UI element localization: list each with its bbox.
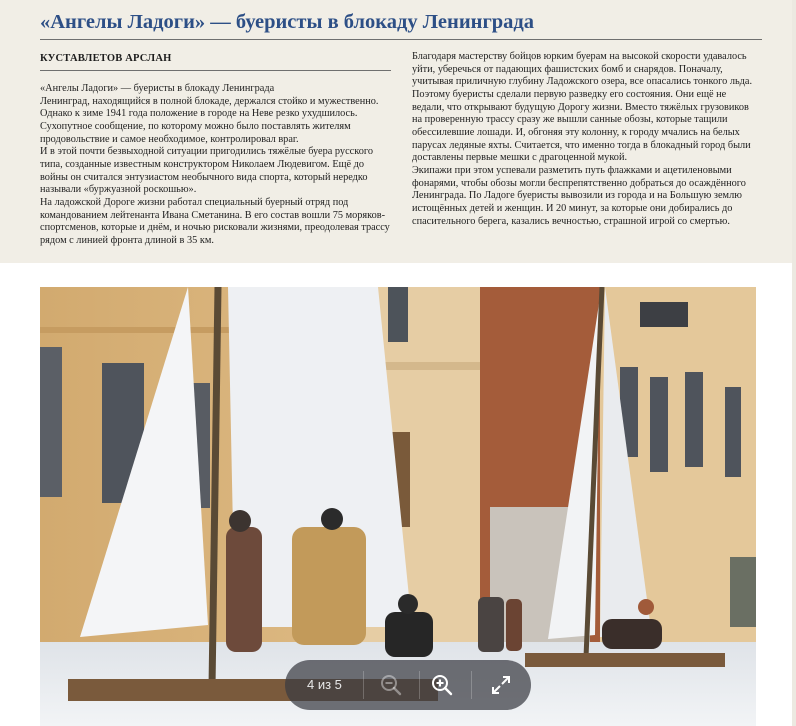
paragraph: Благодаря мастерству бойцов юрким буерам на высокой скорости удавалось уйти, уберечься от падающих фашистских бомб и снарядов. Поначалу, учитывая приличную глубину Ладожского озера, все опасались тонкого льда. Поэтому буеристы сделали первую разведку его состояния. Они ещё не ведали, что открывают будущую Дорогу жизни. Вместо тяжёлых грузовиков на проверенную трассу сразу же вышли санные обозы, которые тащили обессилевшие лошади. И, обгоняя эту колонну, к городу мчались на белых парусах ледяные яхты. Считается, что именно тогда в блокадный город были доставлены первые мешки с драгоценной мукой.: [412, 51, 753, 164]
zoom-out-icon: [379, 673, 403, 697]
article-column-left: [40, 83, 392, 248]
title-divider: [40, 39, 762, 40]
paragraph: «Ангелы Ладоги» — буеристы в блокаду Ленинграда: [40, 83, 275, 94]
article-column-right: [412, 51, 758, 228]
paragraph: На ладожской Дороге жизни работал специальный буерный отряд под командованием лейтенанта Ивана Сметанина. В его состав вошли 75 моряков-спортсменов, которые и днём, и ночью рисковали жизнями, преодолевая трассу рядом с линией фронта длиной в 35 км.: [40, 196, 390, 246]
fullscreen-button[interactable]: [487, 671, 515, 699]
page-edge: [792, 0, 796, 726]
zoom-in-icon: [430, 673, 454, 697]
article-author: КУСТАВЛЕТОВ АРСЛАН: [40, 53, 172, 64]
toolbar-separator: [471, 671, 472, 699]
image-counter: 4 из 5: [307, 677, 342, 692]
fullscreen-icon: [489, 673, 513, 697]
article-title: «Ангелы Ладоги» — буеристы в блокаду Ленинграда: [40, 11, 535, 33]
paragraph: И в этой почти безвыходной ситуации пригодились тяжёлые буера русского типа, созданные известным конструктором Николаем Людевигом. Ещё до войны он считался энтузиастом необычного вида спорта, который нередко называли «буржуазной роскошью».: [40, 146, 373, 196]
image-viewer-toolbar: [285, 660, 531, 710]
toolbar-separator: [363, 671, 364, 699]
toolbar-separator: [419, 671, 420, 699]
author-divider: [40, 70, 391, 71]
paragraph: Ленинград, находящийся в полной блокаде, держался стойко и мужественно. Однако к зиме 1941 года положение в городе на Неве резко ухудшилось. Сухопутное сообщение, по которому можно было поставлять жителям продовольствие и самое необходимое, контролировал враг.: [40, 95, 379, 145]
zoom-in-button[interactable]: [428, 671, 456, 699]
zoom-out-button[interactable]: [377, 671, 405, 699]
paragraph: Экипажи при этом успевали разметить путь флажками и ацетиленовыми фонарями, чтобы обозы могли беспрепятственно добраться до осаждённого Ленинграда. По Ладоге буеристы вывозили из города и на Большую землю истощённых детей и женщин. И 20 минут, за которые они добирались до спасительного берега, казались вечностью, страшной игрой со смертью.: [412, 164, 746, 227]
